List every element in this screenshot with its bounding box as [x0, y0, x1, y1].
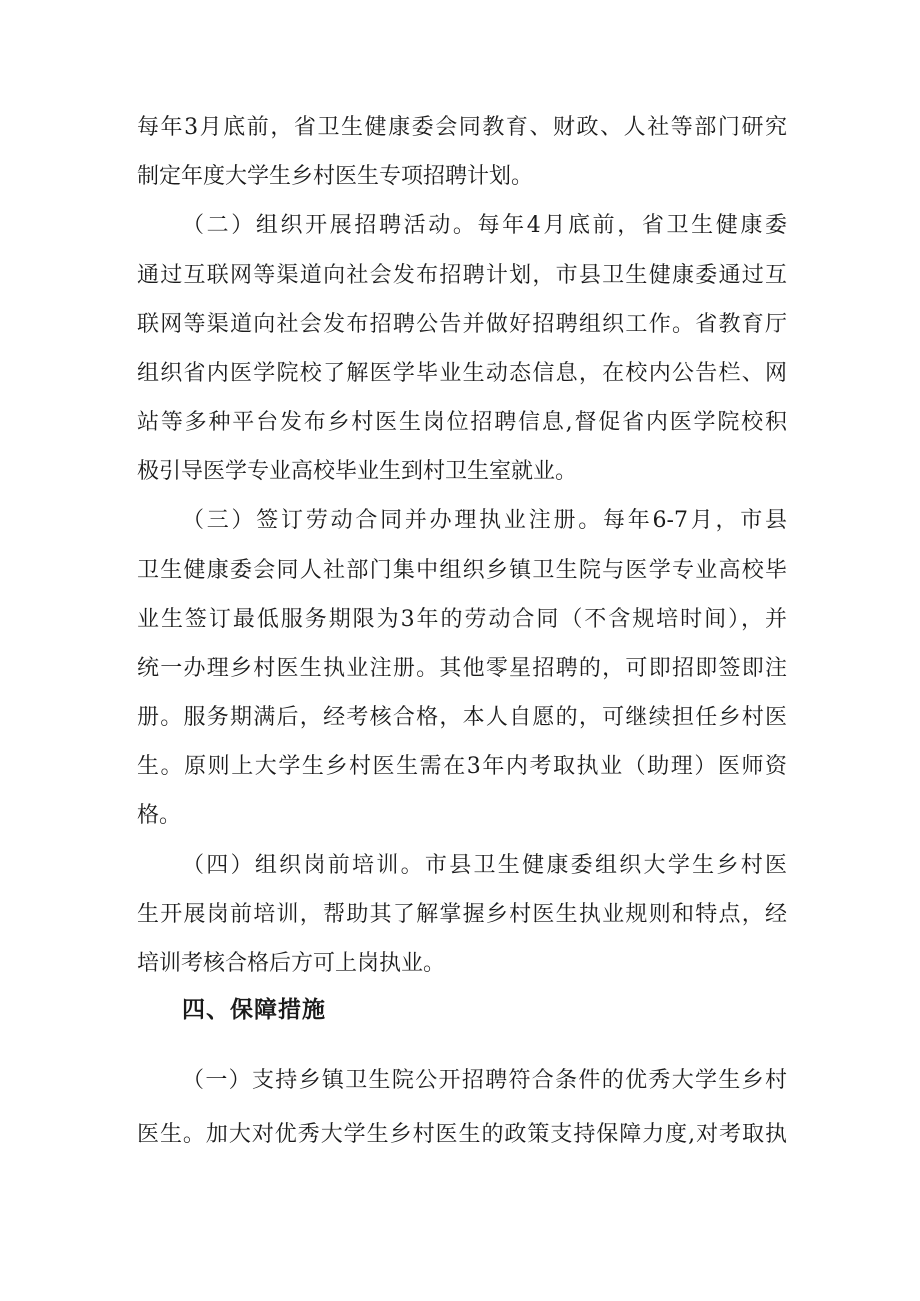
paragraph-line: 培训考核合格后方可上岗执业。 [137, 951, 446, 976]
paragraph-line: 每年3月底前，省卫生健康委会同教育、财政、人社等部门研究 [137, 115, 787, 140]
paragraph-line: 通过互联网等渠道向社会发布招聘计划，市县卫生健康委通过互 [137, 263, 787, 288]
paragraph-line: （三）签订劳动合同并办理执业注册。每年6-7月，市县 [182, 508, 787, 533]
paragraph-line: 统一办理乡村医生执业注册。其他零星招聘的，可即招即签即注 [137, 656, 787, 681]
paragraph-line: 站等多种平台发布乡村医生岗位招聘信息,督促省内医学院校积 [137, 410, 787, 435]
paragraph-line: 生。原则上大学生乡村医生需在3年内考取执业（助理）医师资 [137, 754, 787, 779]
paragraph-line: （四）组织岗前培训。市县卫生健康委组织大学生乡村医 [182, 853, 787, 878]
paragraph-line: 格。 [137, 803, 182, 828]
paragraph-line: 联网等渠道向社会发布招聘公告并做好招聘组织工作。省教育厅 [137, 312, 787, 337]
paragraph-line: 极引导医学专业高校毕业生到村卫生室就业。 [137, 459, 578, 484]
paragraph-line: （二）组织开展招聘活动。每年4月底前，省卫生健康委 [182, 213, 787, 238]
paragraph-line: 制定年度大学生乡村医生专项招聘计划。 [137, 164, 534, 189]
paragraph-line: 业生签订最低服务期限为3年的劳动合同（不含规培时间），并 [137, 607, 787, 632]
paragraph-line: 册。服务期满后，经考核合格，本人自愿的，可继续担任乡村医 [137, 705, 787, 730]
section-heading: 四、保障措施 [182, 997, 326, 1023]
paragraph-line: （一）支持乡镇卫生院公开招聘符合条件的优秀大学生乡村 [182, 1068, 787, 1093]
paragraph-line: 医生。加大对优秀大学生乡村医生的政策支持保障力度,对考取执 [137, 1122, 787, 1147]
paragraph-line: 组织省内医学院校了解医学毕业生动态信息，在校内公告栏、网 [137, 361, 787, 386]
paragraph-line: 生开展岗前培训，帮助其了解掌握乡村医生执业规则和特点，经 [137, 902, 787, 927]
paragraph-line: 卫生健康委会同人社部门集中组织乡镇卫生院与医学专业高校毕 [137, 558, 787, 583]
